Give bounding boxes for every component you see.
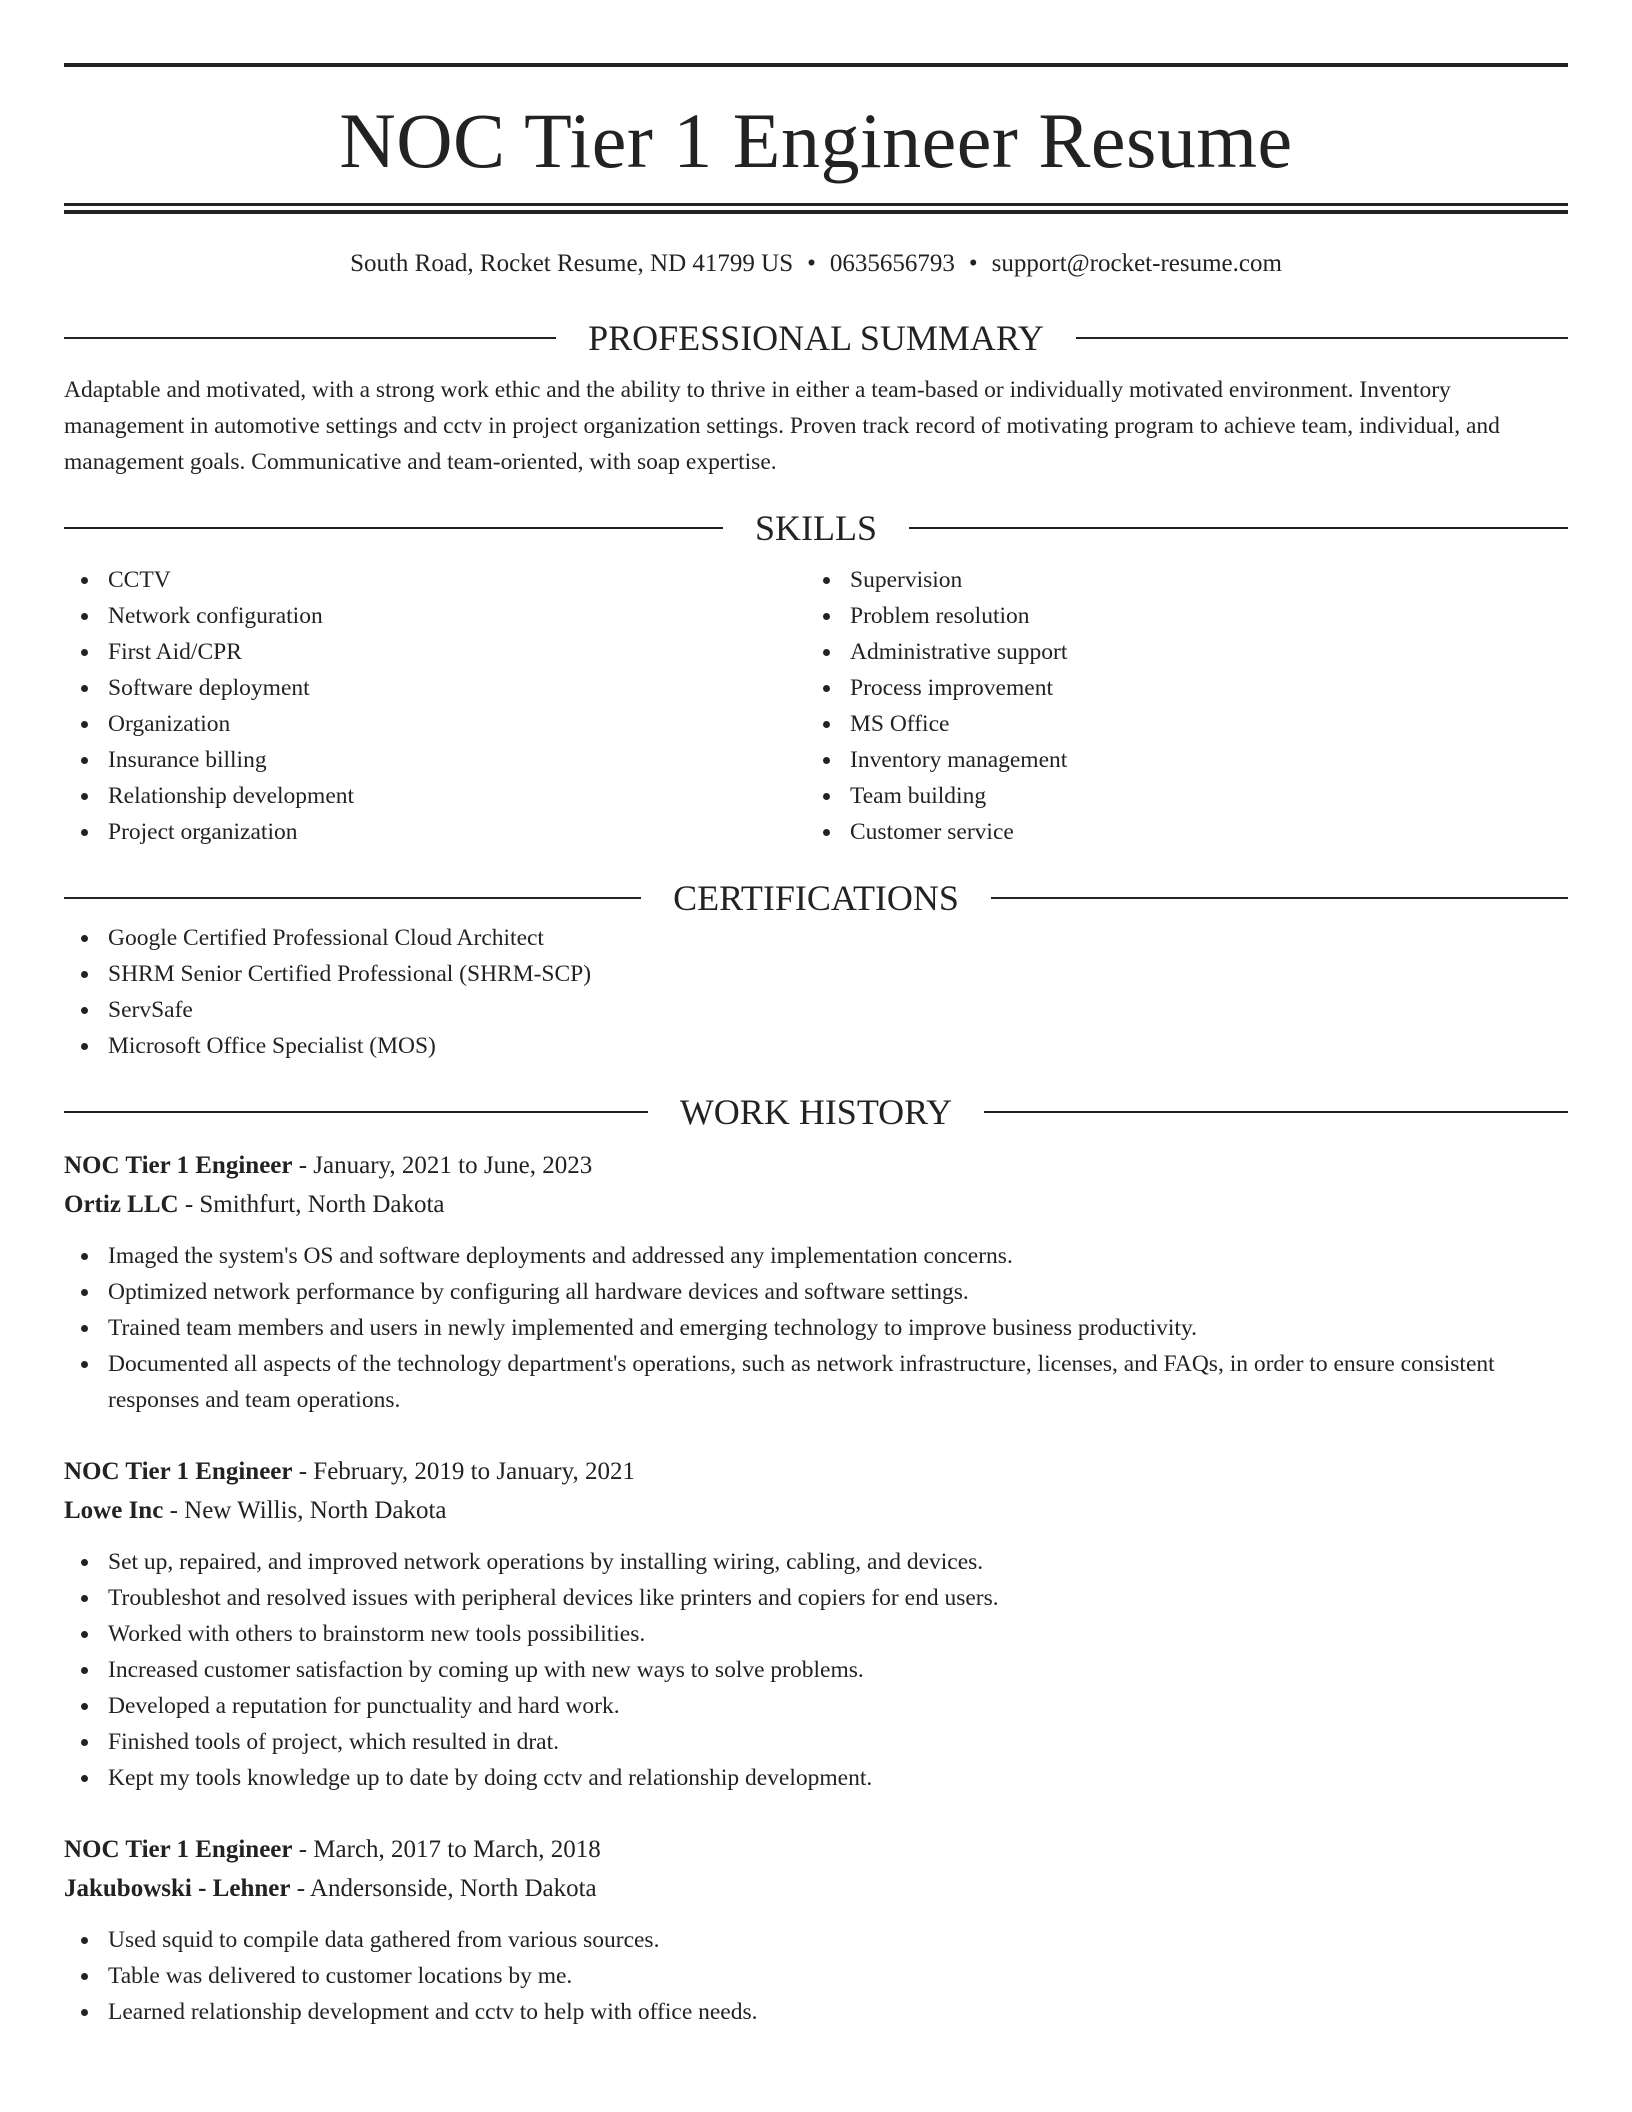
divider	[991, 897, 1568, 899]
skill-item: Administrative support	[806, 634, 1548, 670]
job-bullet: Trained team members and users in newly implemented and emerging technology to improve business productivity.	[64, 1310, 1568, 1346]
skill-item: MS Office	[806, 706, 1548, 742]
skill-item: Relationship development	[64, 778, 806, 814]
top-rule	[64, 63, 1568, 67]
job-bullet: Troubleshot and resolved issues with peripheral devices like printers and copiers for end users.	[64, 1580, 1568, 1616]
skills-column-left	[64, 562, 806, 850]
job-role: NOC Tier 1 Engineer	[64, 1836, 293, 1863]
skill-item: Process improvement	[806, 670, 1548, 706]
job-bullet: Imaged the system's OS and software deployments and addressed any implementation concerns.	[64, 1238, 1568, 1274]
contact-email: support@rocket-resume.com	[991, 250, 1282, 277]
divider	[984, 1111, 1568, 1113]
skill-item: Inventory management	[806, 742, 1548, 778]
section-title: PROFESSIONAL SUMMARY	[588, 318, 1044, 358]
job-entry	[64, 1146, 1568, 1418]
job-dates: - February, 2019 to January, 2021	[292, 1458, 636, 1485]
job-company-line	[64, 1869, 1568, 1908]
job-bullet: Finished tools of project, which resulted in drat.	[64, 1724, 1568, 1760]
job-bullet: Learned relationship development and cctv to help with office needs.	[64, 1994, 1568, 2030]
job-entry	[64, 1452, 1568, 1796]
skill-item: Supervision	[806, 562, 1548, 598]
job-bullet: Kept my tools knowledge up to date by doing cctv and relationship development.	[64, 1760, 1568, 1796]
divider	[64, 337, 556, 339]
job-bullet: Set up, repaired, and improved network operations by installing wiring, cabling, and devices.	[64, 1544, 1568, 1580]
title-double-rule	[64, 203, 1568, 214]
skills-column-right	[806, 562, 1548, 850]
page-title: NOC Tier 1 Engineer Resume	[339, 97, 1293, 184]
certifications-list	[64, 920, 1568, 1064]
work-history-section-heading	[64, 1090, 1568, 1134]
skill-item: CCTV	[64, 562, 806, 598]
contact-separator: •	[807, 250, 816, 277]
divider	[64, 897, 641, 899]
skill-item: Project organization	[64, 814, 806, 850]
certification-item: SHRM Senior Certified Professional (SHRM-SCP)	[64, 956, 1568, 992]
certification-item: Microsoft Office Specialist (MOS)	[64, 1028, 1568, 1064]
job-title-line	[64, 1452, 1568, 1491]
skill-item: Organization	[64, 706, 806, 742]
summary-text: Adaptable and motivated, with a strong work ethic and the ability to thrive in either a team-based or individually motivated environment. Inventory management in automotive settings and cctv in project organization settings. Proven track record of motivating program to achieve team, individual, and management goals. Communicative and team-oriented, with soap expertise.	[64, 377, 1500, 475]
skill-item: Network configuration	[64, 598, 806, 634]
resume-page	[64, 0, 1568, 2030]
job-bullet: Worked with others to brainstorm new tools possibilities.	[64, 1616, 1568, 1652]
certification-item: ServSafe	[64, 992, 1568, 1028]
job-role: NOC Tier 1 Engineer	[64, 1152, 293, 1179]
work-history-list	[64, 1146, 1568, 2030]
contact-separator: •	[968, 250, 978, 277]
job-bullets	[64, 1922, 1568, 2030]
section-title: SKILLS	[755, 508, 878, 548]
skill-item: First Aid/CPR	[64, 634, 806, 670]
divider	[1076, 337, 1568, 339]
skill-item: Problem resolution	[806, 598, 1548, 634]
job-company-line	[64, 1185, 1568, 1224]
skill-item: Team building	[806, 778, 1548, 814]
job-dates: - January, 2021 to June, 2023	[292, 1152, 593, 1179]
contact-address: South Road, Rocket Resume, ND 41799 US	[350, 250, 794, 277]
skills-section-heading	[64, 506, 1568, 550]
job-bullet: Increased customer satisfaction by coming up with new ways to solve problems.	[64, 1652, 1568, 1688]
job-company: Jakubowski - Lehner	[64, 1875, 291, 1902]
divider	[64, 1111, 648, 1113]
job-title-line	[64, 1830, 1568, 1869]
job-location: - New Willis, North Dakota	[163, 1497, 447, 1524]
job-bullet: Optimized network performance by configuring all hardware devices and software settings.	[64, 1274, 1568, 1310]
section-title: WORK HISTORY	[679, 1092, 953, 1132]
summary-section-heading	[64, 316, 1568, 360]
section-title: CERTIFICATIONS	[673, 878, 959, 918]
job-location: - Andersonside, North Dakota	[290, 1875, 597, 1902]
contact-phone: 0635656793	[829, 250, 955, 277]
divider	[64, 527, 723, 529]
job-role: NOC Tier 1 Engineer	[64, 1458, 293, 1485]
job-company: Ortiz LLC	[64, 1191, 179, 1218]
job-bullets	[64, 1544, 1568, 1796]
job-bullets	[64, 1238, 1568, 1418]
skill-item: Insurance billing	[64, 742, 806, 778]
job-bullet: Documented all aspects of the technology department's operations, such as network infrastructure, licenses, and FAQs, in order to ensure consistent responses and team operations.	[64, 1346, 1568, 1418]
divider	[909, 527, 1568, 529]
skill-item: Software deployment	[64, 670, 806, 706]
job-company-line	[64, 1491, 1568, 1530]
job-bullet: Developed a reputation for punctuality and hard work.	[64, 1688, 1568, 1724]
skills-grid	[64, 562, 1568, 850]
job-bullet: Used squid to compile data gathered from various sources.	[64, 1922, 1568, 1958]
job-bullet: Table was delivered to customer locations by me.	[64, 1958, 1568, 1994]
job-dates: - March, 2017 to March, 2018	[292, 1836, 601, 1863]
contact-line	[64, 248, 1568, 280]
job-entry	[64, 1830, 1568, 2030]
skill-item: Customer service	[806, 814, 1548, 850]
certifications-section-heading	[64, 876, 1568, 920]
job-title-line	[64, 1146, 1568, 1185]
certification-item: Google Certified Professional Cloud Architect	[64, 920, 1568, 956]
job-company: Lowe Inc	[64, 1497, 164, 1524]
job-location: - Smithfurt, North Dakota	[178, 1191, 445, 1218]
